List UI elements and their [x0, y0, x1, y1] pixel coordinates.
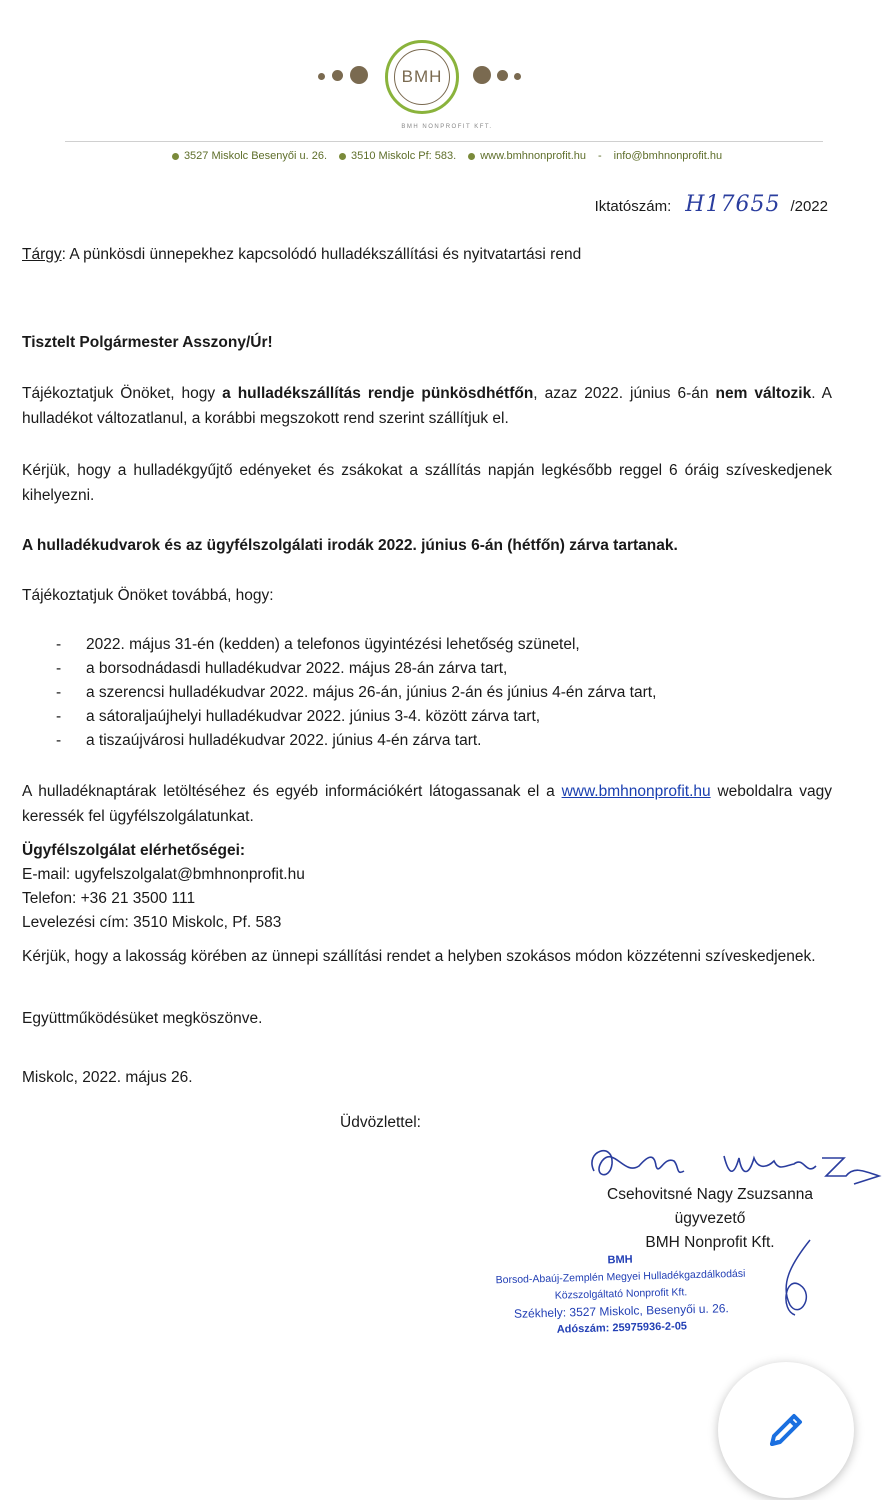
closure-list	[22, 633, 832, 753]
reference-label: Iktatószám:	[594, 198, 672, 215]
paragraph-4: Tájékoztatjuk Önöket továbbá, hogy:	[22, 587, 274, 604]
logo-text: BMH	[394, 49, 450, 105]
reference-suffix: /2022	[790, 198, 828, 215]
logo-circle	[385, 40, 459, 114]
contact-web: www.bmhnonprofit.hu	[468, 150, 586, 162]
bullet-icon	[339, 153, 346, 160]
initials-icon	[770, 1235, 830, 1325]
stamp-line: Adószám: 25975936-2-05	[556, 1320, 688, 1336]
paragraph-closures: A hulladékudvarok és az ügyfélszolgálati irodák 2022. június 6-án (hétfőn) zárva tartanak.	[22, 537, 678, 554]
logo	[0, 36, 894, 118]
reference-handwritten: H17655	[685, 192, 781, 217]
customer-service-block	[22, 839, 832, 935]
contact-po-box: 3510 Miskolc Pf: 583.	[339, 150, 456, 162]
paragraph-website: A hulladéknaptárak letöltéséhez és egyéb információkért látogassanak el a www.bmhnonprofit.hu weboldalra vagy keressék fel ügyfélszolgálatunkat.	[22, 783, 832, 825]
contact-email: info@bmhnonprofit.hu	[613, 150, 723, 162]
list-item: - 2022. május 31-én (kedden) a telefonos ügyintézési lehetőség szünetel,	[22, 633, 832, 657]
logo-dot	[318, 73, 325, 80]
greeting: Üdvözlettel:	[340, 1114, 421, 1131]
list-item: - a sátoraljaújhelyi hulladékudvar 2022. június 3-4. között zárva tart,	[22, 705, 832, 729]
logo-subtitle: BMH NONPROFIT KFT.	[401, 124, 493, 130]
bullet-icon	[172, 153, 179, 160]
salutation: Tisztelt Polgármester Asszony/Úr!	[22, 334, 273, 351]
stamp-line: BMH	[607, 1253, 633, 1267]
company-stamp	[465, 1248, 777, 1341]
signatory-name: Csehovitsné Nagy Zsuzsanna	[607, 1186, 813, 1203]
subject-label: Tárgy	[22, 246, 62, 263]
customer-service-email: E-mail: ugyfelszolgalat@bmhnonprofit.hu	[22, 866, 305, 883]
list-item: - a borsodnádasdi hulladékudvar 2022. május 28-án zárva tart,	[22, 657, 832, 681]
customer-service-title: Ügyfélszolgálat elérhetőségei:	[22, 842, 246, 859]
header-contacts	[0, 150, 894, 162]
signatory-company: BMH Nonprofit Kft.	[645, 1234, 775, 1251]
pencil-icon	[762, 1406, 810, 1454]
logo-dot	[514, 73, 521, 80]
website-link[interactable]: www.bmhnonprofit.hu	[561, 783, 711, 800]
logo-dot	[473, 66, 491, 84]
logo-dot	[350, 66, 368, 84]
list-item: - a szerencsi hulladékudvar 2022. május 26-án, június 2-án és június 4-én zárva tart,	[22, 681, 832, 705]
stamp-line: Székhely: 3527 Miskolc, Besenyői u. 26.	[513, 1301, 729, 1321]
contact-separator: -	[597, 150, 602, 162]
date-line: Miskolc, 2022. május 26.	[22, 1069, 193, 1086]
edit-button[interactable]	[718, 1362, 854, 1498]
paragraph-thanks: Együttműködésüket megköszönve.	[22, 1010, 263, 1027]
list-item: - a tiszaújvárosi hulladékudvar 2022. június 4-én zárva tart.	[22, 729, 832, 753]
subject-text: : A pünkösdi ünnepekhez kapcsolódó hulladékszállítási és nyitvatartási rend	[61, 246, 582, 263]
subject-line	[22, 242, 832, 267]
header-divider	[65, 141, 823, 142]
paragraph-publish: Kérjük, hogy a lakosság körében az ünnepi szállítási rendet a helyben szokásos módon közzétenni szíveskedjenek.	[22, 948, 816, 965]
stamp-line: Közszolgáltató Nonprofit Kft.	[554, 1286, 688, 1302]
bullet-icon	[468, 153, 475, 160]
customer-service-address: Levelezési cím: 3510 Miskolc, Pf. 583	[22, 914, 282, 931]
reference-number	[595, 192, 828, 217]
contact-address: 3527 Miskolc Besenyői u. 26.	[172, 150, 327, 162]
customer-service-phone: Telefon: +36 21 3500 111	[22, 890, 196, 907]
logo-dot	[497, 70, 508, 81]
logo-dot	[332, 70, 343, 81]
stamp-line: Borsod-Abaúj-Zemplén Megyei Hulladékgazdálkodási	[495, 1267, 746, 1287]
paragraph-1: Tájékoztatjuk Önöket, hogy a hulladékszállítás rendje pünkösdhétfőn, azaz 2022. június 6-án nem változik. A hulladékot változatlanul, a korábbi megszokott rend szerint szállítjuk el.	[22, 385, 832, 427]
signatory-role: ügyvezető	[674, 1210, 746, 1227]
paragraph-2: Kérjük, hogy a hulladékgyűjtő edényeket és zsákokat a szállítás napján legkésőbb reggel 6 óráig szíveskedjenek kihelyezni.	[22, 462, 832, 504]
